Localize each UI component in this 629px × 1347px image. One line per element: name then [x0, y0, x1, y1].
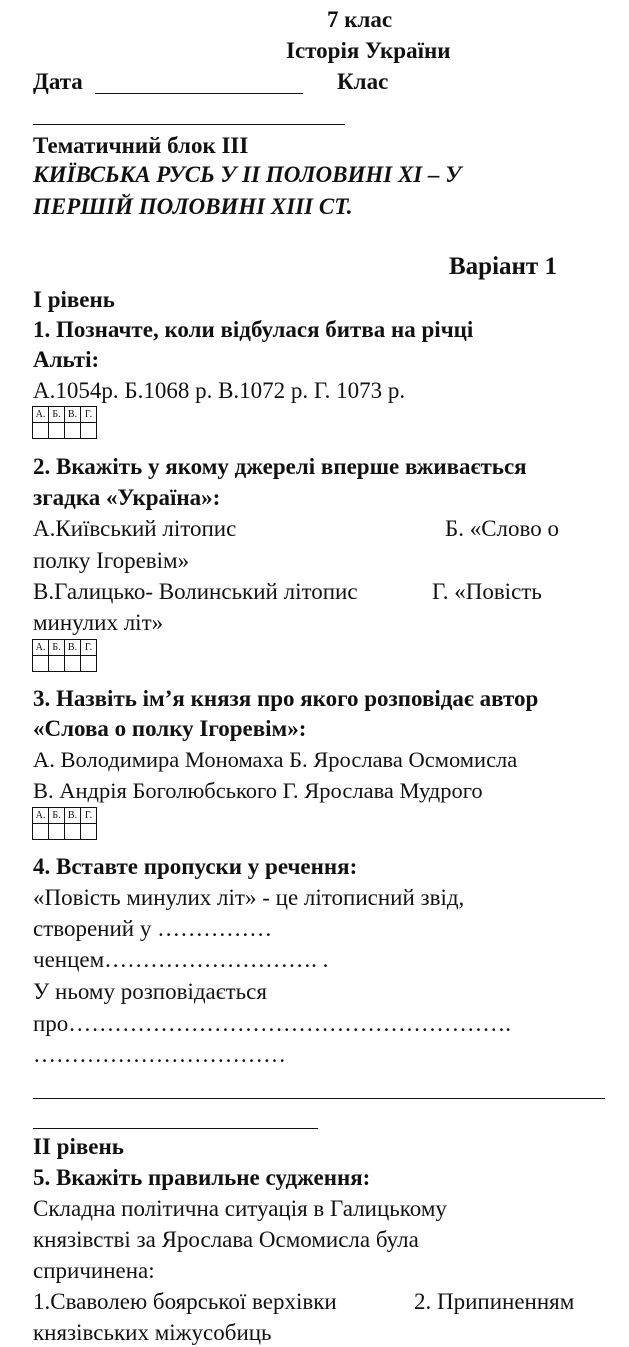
class-label: Клас: [337, 69, 389, 94]
answer-cell-d[interactable]: [81, 656, 97, 672]
answer-cell-a[interactable]: [33, 824, 49, 840]
q5-line-1: Складна політична ситуація в Галицькому: [33, 1196, 447, 1221]
answer-letter: В.: [65, 407, 81, 423]
level-1-heading: І рівень: [33, 287, 115, 312]
q4-line-4: У ньому розповідається: [33, 979, 267, 1004]
answer-cell-d[interactable]: [81, 423, 97, 439]
q2-option-b-cont: полку Ігоревім»: [33, 548, 190, 573]
q2-text-line-1: 2. Вкажіть у якому джерелі вперше вживається: [33, 454, 527, 479]
q1-text-line-1: 1. Позначте, коли відбулася битва на річці: [33, 317, 474, 342]
answer-letter: В.: [65, 808, 81, 824]
answer-letter: Г.: [81, 407, 97, 423]
class-field-line[interactable]: [33, 124, 345, 125]
topic-line-2: ПЕРШІЙ ПОЛОВИНІ ХІІІ СТ.: [33, 194, 353, 219]
q2-option-b: Б. «Слово о: [445, 516, 559, 541]
q2-answer-grid: [32, 639, 97, 672]
grade-label: 7 клас: [327, 7, 393, 32]
answer-letter: А.: [33, 640, 49, 656]
q4-line-6[interactable]: ……………………………: [33, 1042, 286, 1067]
q3-text-line-1: 3. Назвіть ім’я князя про якого розповідає автор: [33, 686, 539, 711]
q4-answer-line-2[interactable]: [33, 1128, 318, 1129]
answer-letter: Б.: [49, 808, 65, 824]
answer-letter: Б.: [49, 640, 65, 656]
q5-option-1: 1.Сваволею боярської верхівки: [33, 1289, 337, 1314]
answer-cell-c[interactable]: [65, 824, 81, 840]
q3-options-line-1: А. Володимира Мономаха Б. Ярослава Осмомисла: [33, 747, 518, 772]
q4-line-1: «Повість минулих літ» - це літописний звід,: [33, 885, 465, 910]
answer-cell-d[interactable]: [81, 824, 97, 840]
variant-title: Варіант 1: [449, 253, 557, 280]
answer-cell-a[interactable]: [33, 423, 49, 439]
q4-line-2[interactable]: створений у ……………: [33, 916, 273, 941]
date-label: Дата: [33, 69, 83, 94]
q5-option-2: 2. Припиненням: [414, 1289, 575, 1314]
subject-title: Історія України: [286, 38, 451, 63]
answer-cell-c[interactable]: [65, 423, 81, 439]
q5-title: 5. Вкажіть правильне судження:: [33, 1165, 371, 1190]
level-2-heading: ІІ рівень: [33, 1134, 124, 1159]
topic-line-1: КИЇВСЬКА РУСЬ У ІІ ПОЛОВИНІ ХІ – У: [33, 162, 462, 187]
answer-letter: А.: [33, 808, 49, 824]
q1-text-line-2: Альті:: [33, 347, 100, 372]
q2-text-line-2: згадка «Україна»:: [33, 485, 221, 510]
answer-letter: В.: [65, 640, 81, 656]
q1-options: А.1054р. Б.1068 р. В.1072 р. Г. 1073 р.: [33, 378, 406, 403]
answer-cell-c[interactable]: [65, 656, 81, 672]
q3-answer-grid: [32, 807, 97, 840]
q2-option-d: Г. «Повість: [432, 579, 542, 604]
answer-letter: Г.: [81, 640, 97, 656]
q3-text-line-2: «Слова о полку Ігоревім»:: [33, 716, 307, 741]
answer-cell-a[interactable]: [33, 656, 49, 672]
q5-line-2: князівстві за Ярослава Осмомисла була: [33, 1227, 419, 1252]
answer-letter: Б.: [49, 407, 65, 423]
answer-cell-b[interactable]: [49, 824, 65, 840]
q4-title: 4. Вставте пропуски у речення:: [33, 854, 358, 879]
answer-letter: Г.: [81, 808, 97, 824]
answer-cell-b[interactable]: [49, 656, 65, 672]
q2-option-c: В.Галицько- Волинський літопис: [33, 579, 358, 604]
date-field-line[interactable]: [95, 93, 303, 94]
answer-cell-b[interactable]: [49, 423, 65, 439]
answer-letter: А.: [33, 407, 49, 423]
q5-line-3: спричинена:: [33, 1258, 155, 1283]
block-title: Тематичний блок ІІІ: [33, 133, 249, 158]
q4-answer-line-1[interactable]: [33, 1098, 605, 1099]
q4-line-3[interactable]: ченцем………………………. .: [33, 947, 329, 972]
q4-line-5[interactable]: про………………………………………………….: [33, 1011, 512, 1036]
q2-option-d-cont: минулих літ»: [33, 610, 164, 635]
q1-answer-grid: [32, 406, 97, 439]
q3-options-line-2: В. Андрія Боголюбського Г. Ярослава Мудрого: [33, 778, 483, 803]
q2-option-a: А.Київський літопис: [33, 516, 237, 541]
q5-option-2-cont: князівських міжусобиць: [33, 1320, 272, 1345]
